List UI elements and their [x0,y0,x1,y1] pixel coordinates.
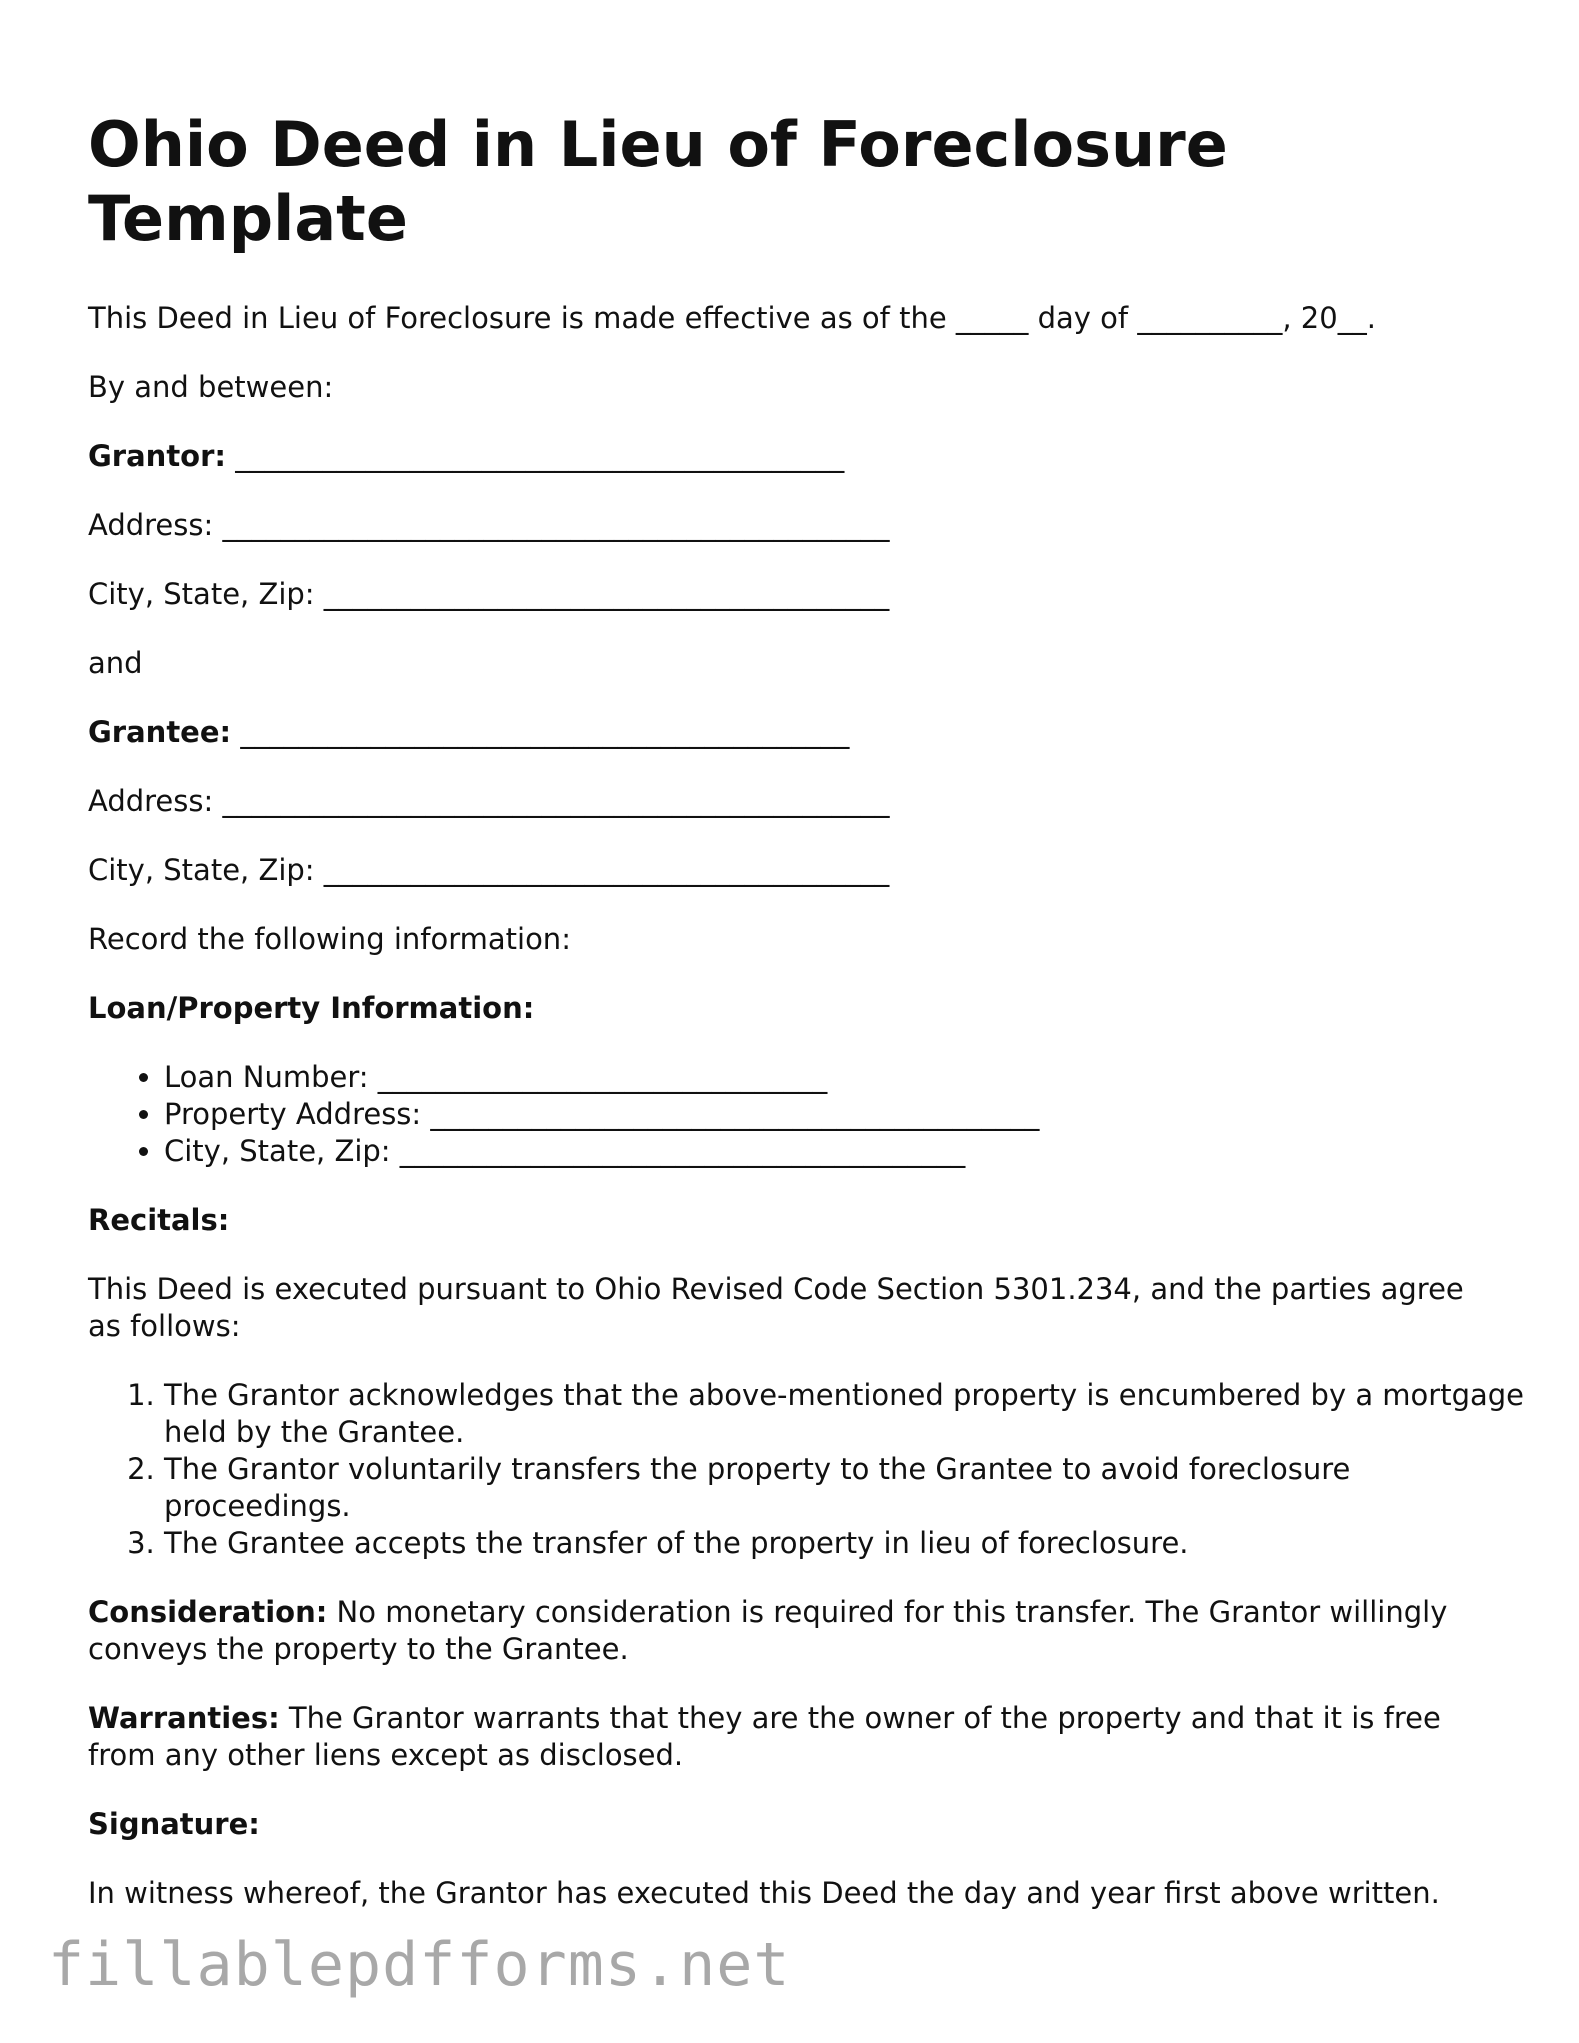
grantor-line [88,438,1488,475]
grantee-label: Grantee: [88,715,232,749]
warranties-text: The Grantor warrants that they are the owner of the property and that it is free from any other liens except as disclosed. [88,1701,1441,1772]
consideration-label: Consideration: [88,1595,328,1629]
grantor-city-line: City, State, Zip: _______________________________________ [88,577,890,611]
consideration-paragraph [88,1594,1488,1668]
grantee-name-blank: __________________________________________ [231,715,850,749]
grantor-address-line: Address: ______________________________________________ [88,508,890,542]
signature-heading [88,1806,1488,1843]
recitals-text: This Deed is executed pursuant to Ohio Revised Code Section 5301.234, and the parties agree as follows: [88,1272,1464,1343]
list-item: 1. The Grantor acknowledges that the above-mentioned property is encumbered by a mortgage held by the Grantee. [164,1377,1534,1451]
document-page [88,108,1525,1944]
signature-text: In witness whereof, the Grantor has executed this Deed the day and year first above written. [88,1876,1440,1910]
and-text: and [88,646,143,680]
record-text: Record the following information: [88,922,571,956]
recitals-heading [88,1202,1488,1239]
list-item: • City, State, Zip: _______________________________________ [164,1133,1488,1170]
signature-heading-label: Signature: [88,1807,260,1841]
grantee-city-line: City, State, Zip: _______________________________________ [88,853,890,887]
loan-list [88,1059,1488,1170]
between-text: By and between: [88,370,334,404]
recitals-heading-label: Recitals: [88,1203,230,1237]
list-item: 2. The Grantor voluntarily transfers the property to the Grantee to avoid foreclosure proceedings. [164,1451,1534,1525]
loan-heading-label: Loan/Property Information: [88,991,535,1025]
loan-heading [88,990,1488,1027]
watermark: fillablepdfforms.net [48,1930,791,2000]
recitals-list [88,1377,1534,1562]
consideration-text: No monetary consideration is required for this transfer. The Grantor willingly conveys the property to the Grantee. [88,1595,1448,1666]
intro-paragraph: This Deed in Lieu of Foreclosure is made effective as of the _____ day of __________, 20__. [88,301,1376,335]
grantee-line [88,714,1488,751]
warranties-paragraph [88,1700,1488,1774]
list-item: • Property Address: __________________________________________ [164,1096,1488,1133]
list-item: • Loan Number: _______________________________ [164,1059,1488,1096]
warranties-label: Warranties: [88,1701,280,1735]
grantor-name-blank: __________________________________________ [226,439,845,473]
grantee-address-line: Address: ______________________________________________ [88,784,890,818]
grantor-label: Grantor: [88,439,227,473]
list-item: 3. The Grantee accepts the transfer of the property in lieu of foreclosure. [164,1525,1534,1562]
document-title: Ohio Deed in Lieu of Foreclosure Template [88,108,1228,255]
